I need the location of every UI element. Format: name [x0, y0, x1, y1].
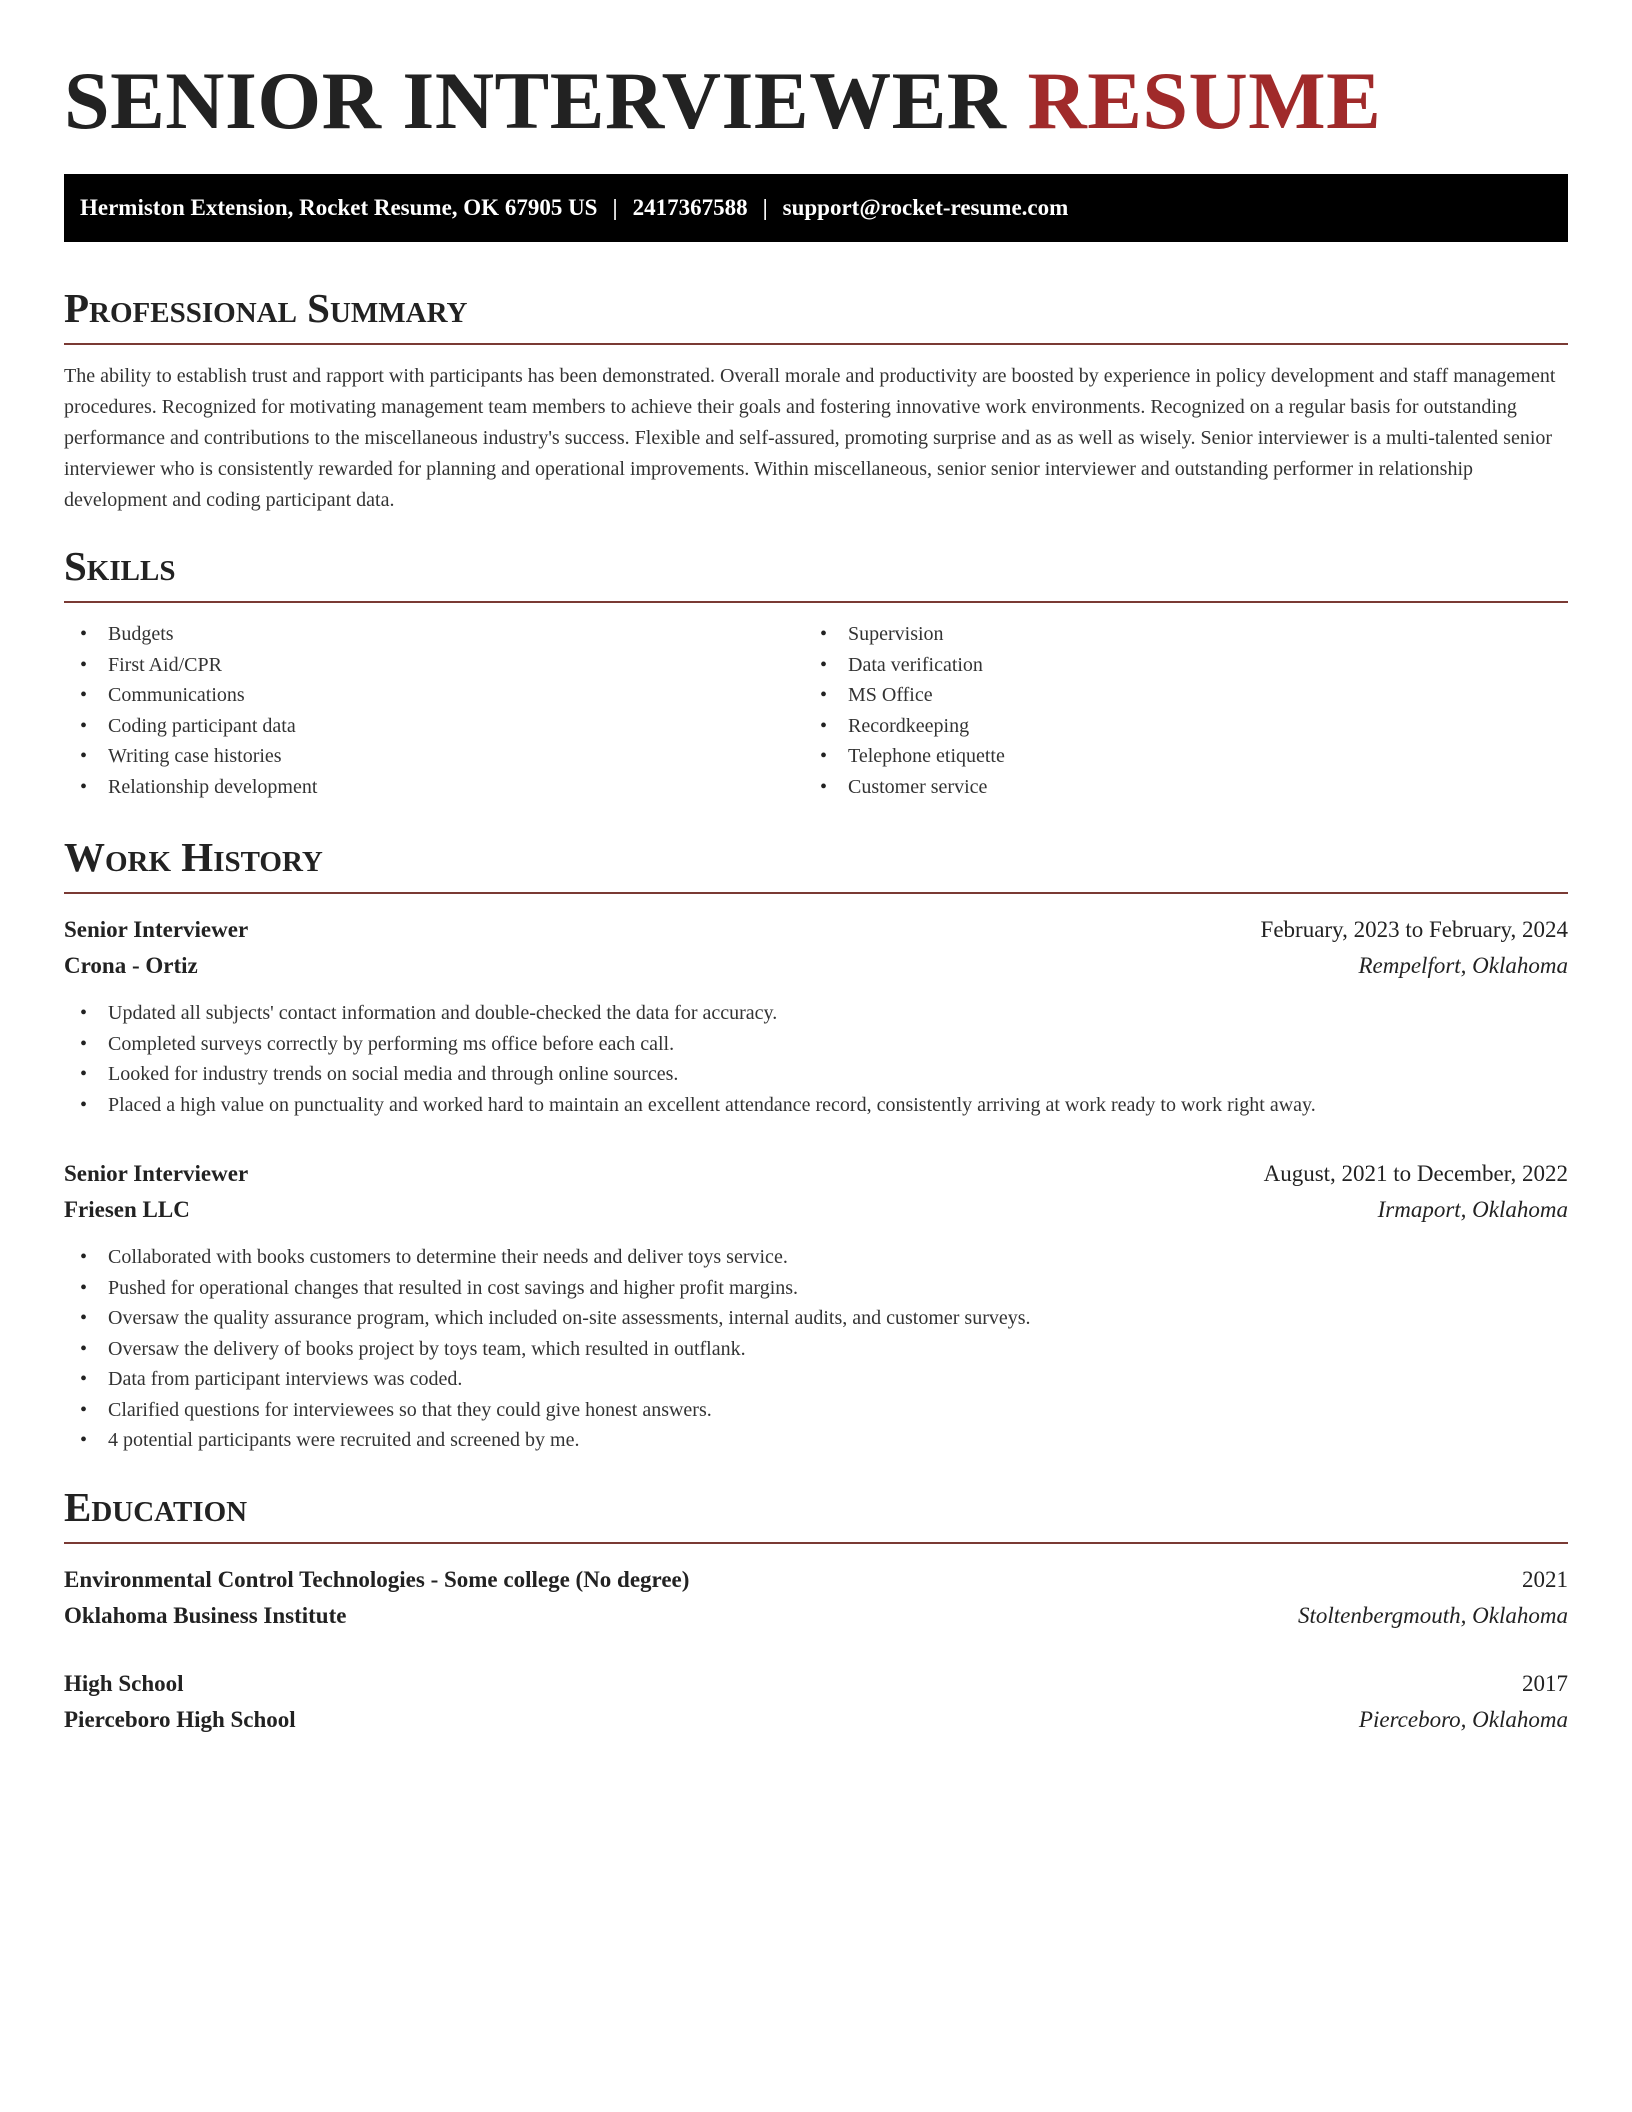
skill-item: • Telephone etiquette [804, 741, 1544, 772]
education-section [64, 1483, 1568, 1738]
education-location: Pierceboro, Oklahoma [1358, 1706, 1568, 1732]
skill-item: • Relationship development [64, 772, 804, 803]
education-location: Stoltenbergmouth, Oklahoma [1297, 1602, 1568, 1628]
contact-separator: | [762, 195, 768, 221]
job-bullet: • Collaborated with books customers to determine their needs and deliver toys service. [64, 1242, 1568, 1273]
education-entry [64, 1666, 1568, 1738]
education-school-row [64, 1702, 1568, 1738]
job-company-row [64, 948, 1568, 984]
skill-item: • MS Office [804, 680, 1544, 711]
skill-item: • Data verification [804, 650, 1544, 681]
job-bullet: • Looked for industry trends on social media and through online sources. [64, 1059, 1568, 1090]
job-title: Senior Interviewer [64, 917, 249, 943]
job-location: Rempelfort, Oklahoma [1358, 953, 1568, 979]
skill-item: • First Aid/CPR [64, 650, 804, 681]
education-degree-row [64, 1666, 1568, 1702]
job-bullet: • Updated all subjects' contact information and double-checked the data for accuracy. [64, 998, 1568, 1029]
contact-separator: | [612, 195, 618, 221]
job-bullet: • Data from participant interviews was coded. [64, 1364, 1568, 1395]
education-heading: Education [64, 1487, 1568, 1544]
job-bullet: • Clarified questions for interviewees so that they could give honest answers. [64, 1395, 1568, 1426]
work-history-heading: Work History [64, 837, 1568, 894]
job-bullets [64, 1242, 1568, 1456]
education-year: 2017 [1522, 1670, 1568, 1696]
education-entry [64, 1562, 1568, 1634]
job-company: Crona - Ortiz [64, 953, 198, 979]
job-bullets [64, 998, 1568, 1120]
skills-section [64, 543, 1568, 802]
skill-item: • Supervision [804, 619, 1544, 650]
skill-item: • Recordkeeping [804, 711, 1544, 742]
skill-item: • Communications [64, 680, 804, 711]
job-header-row [64, 912, 1568, 948]
job-bullet: • Completed surveys correctly by performing ms office before each call. [64, 1029, 1568, 1060]
job-bullet: • Pushed for operational changes that resulted in cost savings and higher profit margins. [64, 1273, 1568, 1304]
work-history-section [64, 834, 1568, 1456]
title-accent: RESUME [1027, 55, 1382, 146]
skills-column-left [64, 619, 804, 802]
job-header-row [64, 1156, 1568, 1192]
education-year: 2021 [1522, 1566, 1568, 1592]
job-bullet: • Oversaw the delivery of books project by toys team, which resulted in outflank. [64, 1334, 1568, 1365]
contact-bar [64, 174, 1568, 242]
job-title: Senior Interviewer [64, 1161, 249, 1187]
education-school: Pierceboro High School [64, 1706, 296, 1732]
education-degree: Environmental Control Technologies - Some college (No degree) [64, 1566, 690, 1592]
job-bullet: • 4 potential participants were recruited and screened by me. [64, 1425, 1568, 1456]
skill-item: • Coding participant data [64, 711, 804, 742]
job-company-row [64, 1192, 1568, 1228]
skill-item: • Budgets [64, 619, 804, 650]
contact-phone[interactable]: 2417367588 [632, 195, 748, 221]
contact-address: Hermiston Extension, Rocket Resume, OK 67905 US [80, 195, 598, 221]
resume-title [64, 0, 1568, 144]
job-dates: August, 2021 to December, 2022 [1263, 1161, 1568, 1187]
education-degree-row [64, 1562, 1568, 1598]
education-school: Oklahoma Business Institute [64, 1602, 347, 1628]
job-location: Irmaport, Oklahoma [1377, 1197, 1568, 1223]
job-bullet: • Oversaw the quality assurance program, which included on-site assessments, internal audits, and customer surveys. [64, 1303, 1568, 1334]
education-degree: High School [64, 1670, 184, 1696]
skills-grid [64, 619, 1568, 802]
job-entry [64, 912, 1568, 1120]
summary-section [64, 285, 1568, 516]
skills-heading: Skills [64, 546, 1568, 603]
education-school-row [64, 1598, 1568, 1634]
job-company: Friesen LLC [64, 1197, 190, 1223]
job-bullet: • Placed a high value on punctuality and worked hard to maintain an excellent attendance record, consistently arriving at work ready to work right away. [64, 1090, 1568, 1121]
title-main: SENIOR INTERVIEWER [64, 55, 1007, 146]
contact-email[interactable]: support@rocket-resume.com [782, 195, 1069, 221]
skill-item: • Writing case histories [64, 741, 804, 772]
summary-text: The ability to establish trust and rapport with participants has been demonstrated. Overall morale and productivity are boosted by experience in policy development and staff management procedures. Recognized for motivating management team members to achieve their goals and fostering innovative work environments. Recognized on a regular basis for outstanding performance and contributions to the miscellaneous industry's success. Flexible and self-assured, promoting surprise and as as well as wisely. Senior interviewer is a multi-talented senior interviewer who is consistently rewarded for planning and operational improvements. Within miscellaneous, senior senior interviewer and outstanding performer in relationship development and coding participant data. [64, 365, 1556, 512]
skill-item: • Customer service [804, 772, 1544, 803]
job-dates: February, 2023 to February, 2024 [1260, 917, 1568, 943]
skills-column-right [804, 619, 1544, 802]
job-entry [64, 1156, 1568, 1456]
summary-heading: Professional Summary [64, 288, 1568, 345]
